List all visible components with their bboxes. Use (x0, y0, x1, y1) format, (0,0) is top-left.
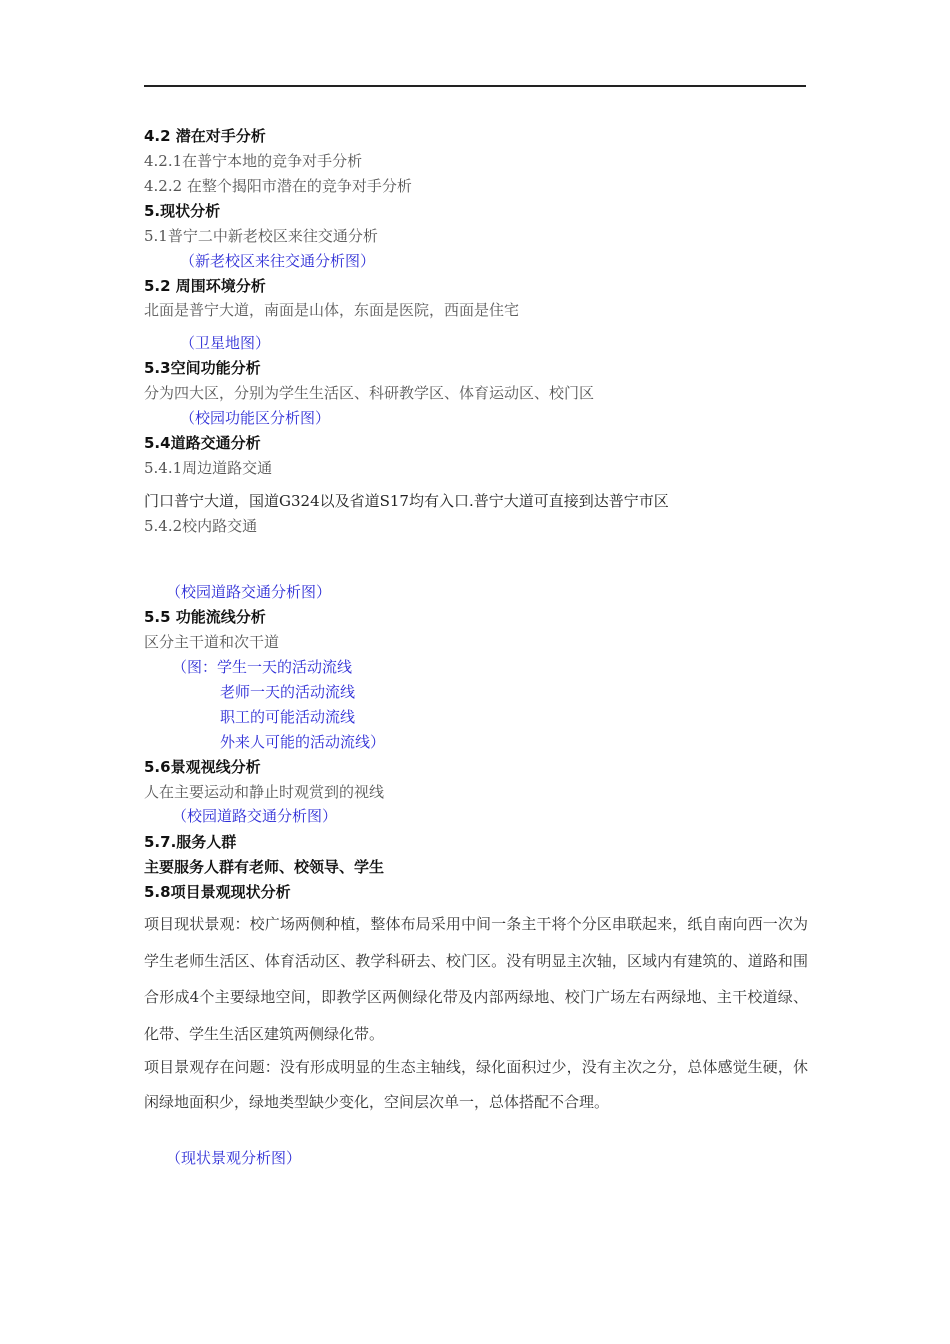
figure-caption-5-5-a: （图：学生一天的活动流线 (172, 658, 353, 676)
heading-5-6: 5.6景观视线分析 (144, 758, 261, 776)
paragraph-5-8-current: 项目现状景观：校广场两侧种植，整体布局采用中间一条主干将个分区串联起来，纸自南向西一次为学生老师生活区、体育活动区、教学科研去、校门区。没有明显主次轴，区域内有建筑的、道路和围合形成4个主要绿地空间，即教学区两侧绿化带及内部两绿地、校门广场左右两绿地、主干校道绿、化带、学生生活区建筑两侧绿化带。 (144, 915, 808, 1043)
heading-5-8: 5.8项目景观现状分析 (144, 883, 291, 901)
text-5-7: 主要服务人群有老师、校领导、学生 (144, 858, 385, 876)
item-5-4-2: 5.4.2校内路交通 (144, 517, 258, 535)
paragraph-5-8-issues: 项目景观存在问题：没有形成明显的生态主轴线，绿化面积过少，没有主次之分，总体感觉生硬，休闲绿地面积少，绿地类型缺少变化，空间层次单一，总体搭配不合理。 (144, 1058, 808, 1111)
heading-5-4: 5.4道路交通分析 (144, 434, 261, 452)
text-5-5: 区分主干道和次干道 (144, 633, 280, 651)
figure-caption-5-2: （卫星地图） (180, 334, 271, 352)
heading-5-5: 5.5 功能流线分析 (144, 608, 266, 626)
figure-caption-5-6: （校园道路交通分析图） (172, 807, 338, 825)
figure-caption-5-5-b: 老师一天的活动流线 (220, 683, 356, 701)
heading-5-2: 5.2 周围环境分析 (144, 277, 266, 295)
text-5-6: 人在主要运动和静止时观赏到的视线 (144, 783, 385, 801)
figure-caption-5-4: （校园道路交通分析图） (166, 583, 332, 601)
item-5-4-1: 5.4.1周边道路交通 (144, 459, 273, 477)
heading-5-7: 5.7.服务人群 (144, 833, 237, 851)
text-5-3: 分为四大区，分别为学生生活区、科研教学区、体育运动区、校门区 (144, 384, 595, 402)
item-4-2-1: 4.2.1在普宁本地的竞争对手分析 (144, 152, 363, 170)
figure-caption-5-5-c: 职工的可能活动流线 (220, 708, 356, 726)
figure-caption-5-8: （现状景观分析图） (166, 1149, 302, 1167)
figure-caption-5-5-d: 外来人可能的活动流线） (220, 733, 386, 751)
text-5-2: 北面是普宁大道，南面是山体，东面是医院，西面是住宅 (144, 301, 520, 319)
figure-caption-5-1: （新老校区来往交通分析图） (180, 252, 376, 270)
heading-5-3: 5.3空间功能分析 (144, 359, 261, 377)
header-rule (144, 85, 806, 87)
figure-caption-5-3: （校园功能区分析图） (180, 409, 331, 427)
heading-5: 5.现状分析 (144, 202, 221, 220)
heading-4-2: 4.2 潜在对手分析 (144, 127, 266, 145)
text-5-4-1: 门口普宁大道，国道G324以及省道S17均有入口.普宁大道可直接到达普宁市区 (144, 492, 669, 510)
item-5-1: 5.1普宁二中新老校区来往交通分析 (144, 227, 378, 245)
item-4-2-2: 4.2.2 在整个揭阳市潜在的竞争对手分析 (144, 177, 412, 195)
